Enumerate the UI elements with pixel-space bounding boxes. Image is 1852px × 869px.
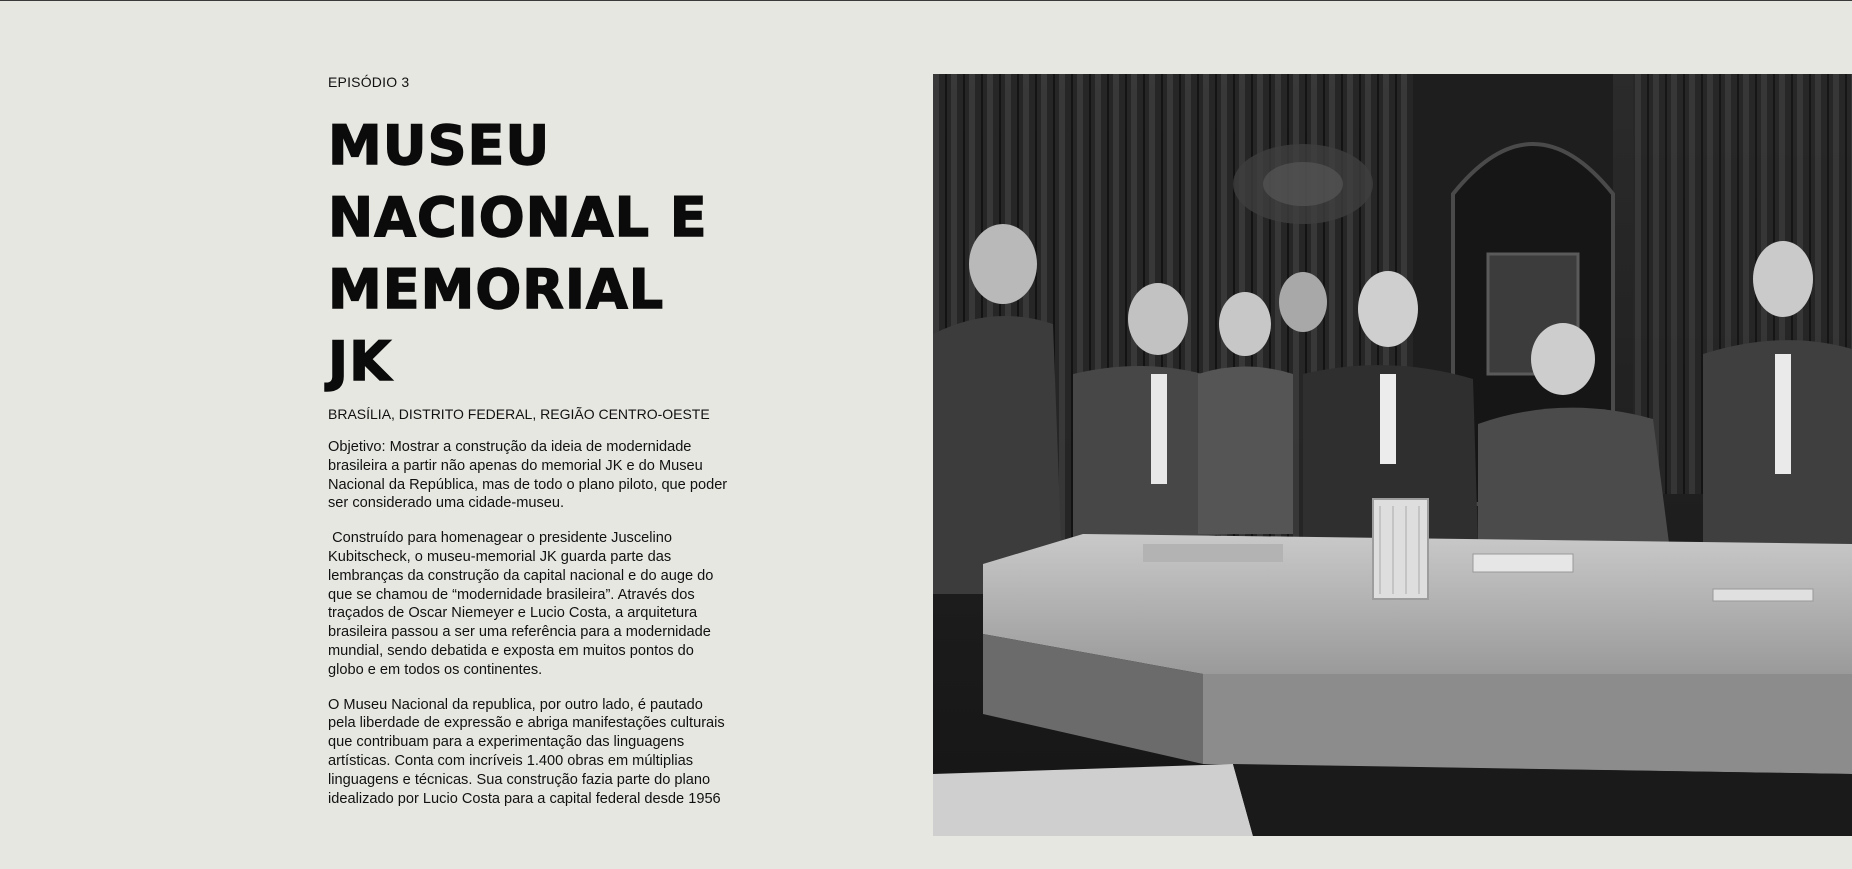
memorial-jk-paragraph: Construído para homenagear o presidente Juscelino Kubitscheck, o museu-memorial JK guarda parte das lembranças da construção da capital nacional e do auge do que se chamou de “modernidade brasileira”. Através dos traçados de Oscar Niemeyer e Lucio Costa, a arquitetura brasileira passou a ser uma referência para a modernidade mundial, sendo debatida e exposta em muitos pontos do globo e em todos os continentes. xyxy=(328,530,718,678)
top-divider xyxy=(0,0,1852,1)
page-title xyxy=(328,110,728,398)
title-line-2: NACIONAL E xyxy=(328,186,708,249)
episode-label: EPISÓDIO 3 xyxy=(328,74,410,90)
objective-paragraph: Objetivo: Mostrar a construção da ideia de modernidade brasileira a partir não apenas do memorial JK e do Museu Nacional da República, mas de todo o plano piloto, que poder ser considerado uma cidade-museu. xyxy=(328,439,728,512)
title-line-3: MEMORIAL JK xyxy=(328,258,665,393)
episode-text-column xyxy=(328,74,728,824)
museu-nacional-paragraph: O Museu Nacional da republica, por outro lado, é pautado pela liberdade de expressão e abriga manifestações culturais que contribuam para a experimentação das linguagens artísticas. Conta com incríveis 1.400 obras em múltiplias linguagens e técnicas. Sua construção fazia parte do plano idealizado por Lucio Costa para a capital federal desde 1956 xyxy=(328,696,725,807)
historic-photo xyxy=(933,74,1852,836)
location-subtitle: BRASÍLIA, DISTRITO FEDERAL, REGIÃO CENTRO-OESTE xyxy=(328,406,710,422)
title-line-1: MUSEU xyxy=(328,114,551,177)
historic-photo-illustration xyxy=(933,74,1852,836)
